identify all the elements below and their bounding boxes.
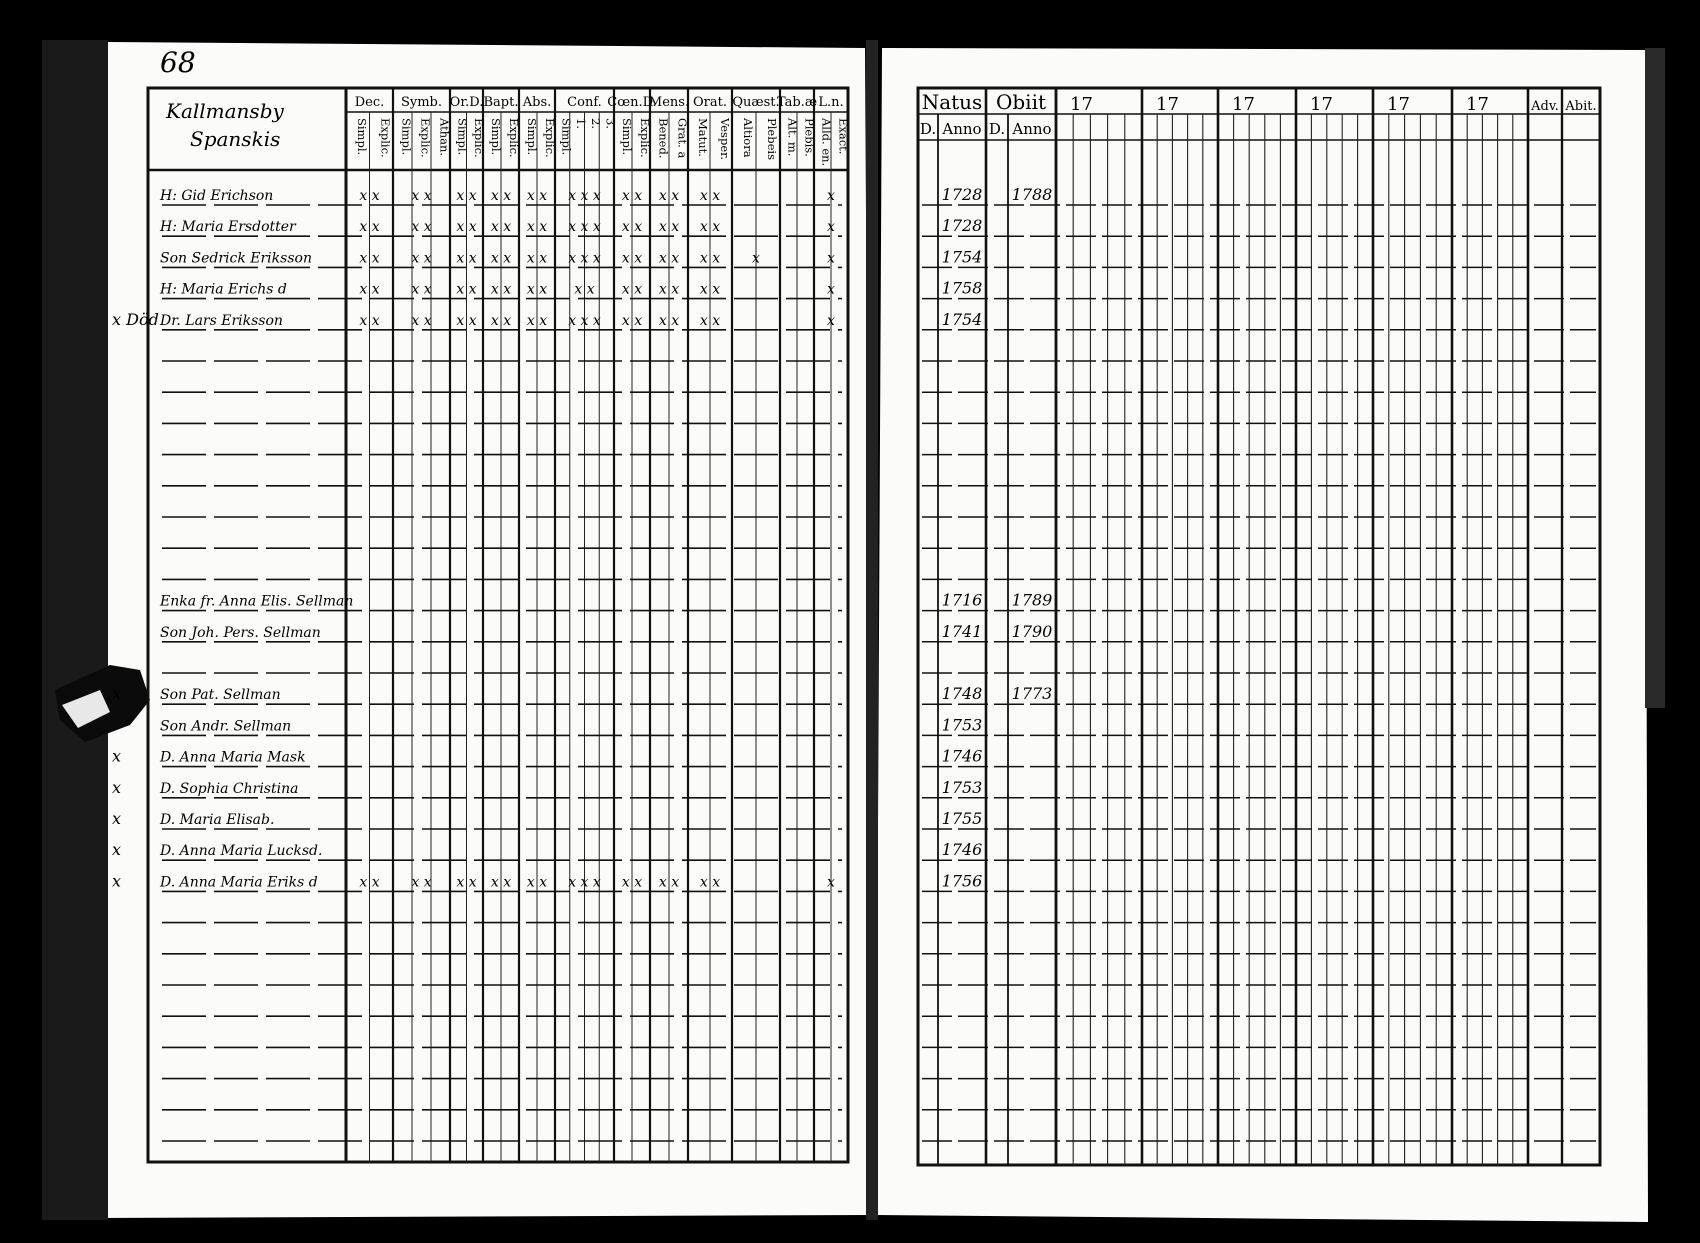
left-row-mark: x x	[699, 874, 721, 891]
left-row-mark: x x	[411, 281, 432, 298]
left-margin-mark: x Död	[112, 309, 159, 329]
left-row-mark: x x	[359, 281, 380, 298]
year-header: 17	[1466, 94, 1489, 115]
left-row-name: Son Pat. Sellman	[160, 687, 281, 704]
right-page-paper	[876, 48, 1648, 1222]
natus-year-entry: 1756	[941, 871, 983, 891]
left-row-name: D. Sophia Christina	[160, 780, 299, 797]
natus-year-entry: 1716	[941, 590, 983, 610]
left-row-mark: x x	[456, 874, 477, 891]
left-sub-header: Plebeis	[765, 118, 779, 160]
left-row-mark: x x	[621, 312, 643, 329]
natus-year-entry: 1754	[941, 247, 983, 267]
natus-year-entry: 1728	[941, 185, 983, 204]
advenit-header: Adv.	[1531, 99, 1559, 114]
left-row-mark: x x	[658, 219, 680, 236]
natus-year-entry: 1746	[941, 746, 983, 766]
left-row-mark: x x	[490, 250, 512, 267]
natus-year-entry: 1753	[941, 777, 983, 797]
left-sub-header: Explic.	[378, 118, 393, 158]
left-row-mark: x x	[699, 250, 721, 267]
left-row-mark: x	[827, 312, 835, 329]
left-margin-mark: x	[112, 684, 122, 704]
obiit-header-day: D.	[988, 120, 1006, 138]
left-row-mark: x x	[456, 250, 477, 267]
left-sub-header: Simpl.	[620, 118, 634, 156]
left-sub-header: Explic.	[418, 118, 433, 158]
left-row-mark: x x	[621, 250, 643, 267]
obiit-header: Obiit	[995, 90, 1047, 114]
left-row-mark: x x	[658, 874, 680, 891]
left-group-header: Tab.æ	[776, 95, 818, 110]
left-row-mark: x x	[411, 188, 432, 204]
left-row-mark: x x	[359, 312, 380, 329]
natus-year-entry: 1741	[941, 621, 983, 641]
left-row-name: H: Maria Erichs d	[160, 281, 287, 298]
left-row-mark: x x	[490, 188, 512, 204]
left-row-mark: x	[827, 874, 835, 891]
natus-year-entry: 1754	[941, 309, 983, 329]
left-row-mark: x x	[411, 219, 432, 236]
left-row-mark: x x	[699, 281, 721, 298]
left-row-name: D. Maria Elisab.	[160, 812, 275, 828]
left-row-name: H: Maria Ersdotter	[160, 219, 296, 236]
left-sub-header: Athan.	[437, 118, 452, 157]
left-row-mark: x x	[411, 874, 432, 891]
natus-year-entry: 1748	[941, 684, 983, 704]
right-page-edge	[1645, 48, 1665, 708]
left-sub-header: Simpl.	[525, 118, 539, 156]
left-sub-header: Explic.	[507, 118, 521, 158]
left-row-mark: x x	[526, 219, 548, 236]
left-row-mark: x x	[411, 250, 432, 267]
left-row-mark: x x	[359, 219, 380, 236]
left-row-name: Dr. Lars Eriksson	[160, 312, 283, 329]
left-row-name: D. Anna Maria Lucksd.	[160, 843, 323, 860]
left-row-mark: x x	[658, 188, 680, 204]
left-sub-header: Bened.	[656, 118, 671, 159]
left-row-mark: x x	[621, 874, 643, 891]
left-row-name: Son Sedrick Eriksson	[160, 250, 312, 267]
left-row-name: H: Gid Erichson	[160, 188, 274, 204]
left-group-header: Symb.	[400, 95, 443, 110]
left-sub-header: Alt. m.	[785, 118, 800, 157]
left-row-mark: x x	[621, 188, 643, 204]
left-row-mark: x x	[526, 281, 548, 298]
left-group-header: Abs.	[522, 95, 552, 110]
left-sub-header: Simpl.	[559, 118, 574, 156]
gutter	[866, 40, 878, 1220]
left-group-header: Mens.	[648, 95, 690, 110]
left-row-mark: x x	[658, 250, 680, 267]
natus-year-entry: 1755	[941, 809, 983, 828]
natus-year-entry: 1728	[941, 216, 983, 236]
left-row-mark: x x	[526, 874, 548, 891]
abiit-header: Abit.	[1565, 99, 1597, 114]
left-page-edge	[42, 40, 108, 1220]
left-sub-header: Explic.	[638, 118, 652, 158]
left-row-mark: x x	[456, 281, 477, 298]
left-row-mark: x x	[490, 281, 512, 298]
obiit-header-year: Anno	[1012, 120, 1052, 138]
left-sub-header: Alld. en.	[819, 118, 834, 167]
left-row-mark: x x	[658, 281, 680, 298]
left-group-header: Orat.	[693, 95, 727, 110]
left-row-mark: x x	[699, 219, 721, 236]
left-row-mark: x x	[621, 281, 643, 298]
left-sub-header: Plebis.	[802, 118, 817, 157]
left-group-header: Bapt.	[483, 95, 519, 110]
left-row-mark: x	[827, 219, 835, 236]
left-row-mark: x x	[526, 188, 548, 204]
year-header: 17	[1070, 94, 1093, 115]
left-row-mark: x x	[658, 312, 680, 329]
left-margin-mark: x	[112, 871, 122, 891]
left-row-name: D. Anna Maria Mask	[160, 749, 306, 766]
left-row-name: Son Joh. Pers. Sellman	[160, 624, 321, 641]
left-row-mark: x x	[490, 312, 512, 329]
left-margin-mark: x	[112, 809, 122, 828]
left-sub-header: 2.	[588, 118, 603, 129]
year-header: 17	[1387, 94, 1410, 115]
left-row-mark: x x	[456, 312, 477, 329]
left-row-mark: x x x	[568, 219, 601, 236]
left-sub-header: Explic.	[543, 118, 557, 158]
place-name-line-1: Kallmansby	[166, 99, 284, 123]
left-row-mark: x x	[359, 874, 380, 891]
left-sub-header: Vesper.	[718, 118, 732, 161]
left-row-name: D. Anna Maria Eriks d	[160, 874, 318, 891]
left-row-name: Enka fr. Anna Elis. Sellman	[160, 593, 354, 610]
obiit-year-entry: 1788	[1011, 185, 1053, 204]
left-sub-header: Altiora	[741, 118, 755, 158]
left-row-mark: x x	[456, 188, 477, 204]
left-row-mark: x	[752, 250, 760, 267]
obiit-year-entry: 1773	[1011, 684, 1053, 704]
natus-header: Natus	[921, 90, 983, 114]
left-row-mark: x	[827, 188, 835, 204]
natus-year-entry: 1758	[941, 278, 983, 298]
left-row-mark: x x	[699, 312, 721, 329]
left-group-header: L.n.	[818, 95, 844, 110]
left-sub-header: Simpl.	[399, 118, 414, 156]
left-row-mark: x x	[411, 312, 432, 329]
left-margin-mark: x	[112, 840, 122, 860]
left-row-mark: x x x	[568, 874, 601, 891]
left-sub-header: 1.	[574, 118, 589, 129]
left-margin-mark: x	[112, 777, 122, 797]
left-sub-header: 3.	[603, 118, 618, 129]
left-group-header: Dec.	[354, 95, 385, 110]
natus-header-day: D.	[919, 120, 937, 138]
left-group-header: Conf.	[567, 95, 602, 110]
year-header: 17	[1232, 94, 1255, 115]
left-sub-header: Simpl.	[455, 118, 470, 156]
obiit-year-entry: 1790	[1011, 621, 1053, 641]
left-row-mark: x x	[526, 312, 548, 329]
left-sub-header: Exact.	[836, 118, 851, 155]
left-group-header: Quæst.	[732, 95, 780, 110]
left-group-header: Or.D.	[449, 95, 484, 110]
left-margin-mark: x	[112, 746, 122, 766]
natus-year-entry: 1746	[941, 840, 983, 860]
year-header: 17	[1310, 94, 1333, 115]
left-row-mark: x x x	[568, 188, 601, 204]
left-sub-header: Grat. a	[675, 118, 690, 159]
left-row-mark: x x	[456, 219, 477, 236]
left-row-mark: x x	[359, 250, 380, 267]
left-row-mark: x x	[526, 250, 548, 267]
left-row-mark: x	[827, 281, 835, 298]
left-row-mark: x x	[574, 281, 595, 298]
left-row-mark: x x	[490, 874, 512, 891]
left-row-mark: x	[827, 250, 835, 267]
year-header: 17	[1156, 94, 1179, 115]
natus-header-year: Anno	[942, 120, 982, 138]
obiit-year-entry: 1789	[1011, 590, 1053, 610]
left-row-mark: x x	[490, 219, 512, 236]
left-sub-header: Simpl.	[354, 118, 369, 156]
left-sub-header: Simpl.	[489, 118, 503, 156]
left-row-mark: x x x	[568, 250, 601, 267]
left-sub-header: Matut.	[696, 118, 710, 157]
left-row-mark: x x	[359, 188, 380, 204]
left-sub-header: Explic.	[471, 118, 486, 158]
left-group-header: Cœn.D.	[607, 95, 657, 110]
left-row-name: Son Andr. Sellman	[160, 718, 292, 735]
left-row-mark: x x x	[568, 312, 601, 329]
page-number: 68	[160, 46, 196, 79]
place-name-line-2: Spanskis	[190, 127, 281, 151]
left-row-mark: x x	[621, 219, 643, 236]
left-row-mark: x x	[699, 188, 721, 204]
natus-year-entry: 1753	[941, 715, 983, 735]
